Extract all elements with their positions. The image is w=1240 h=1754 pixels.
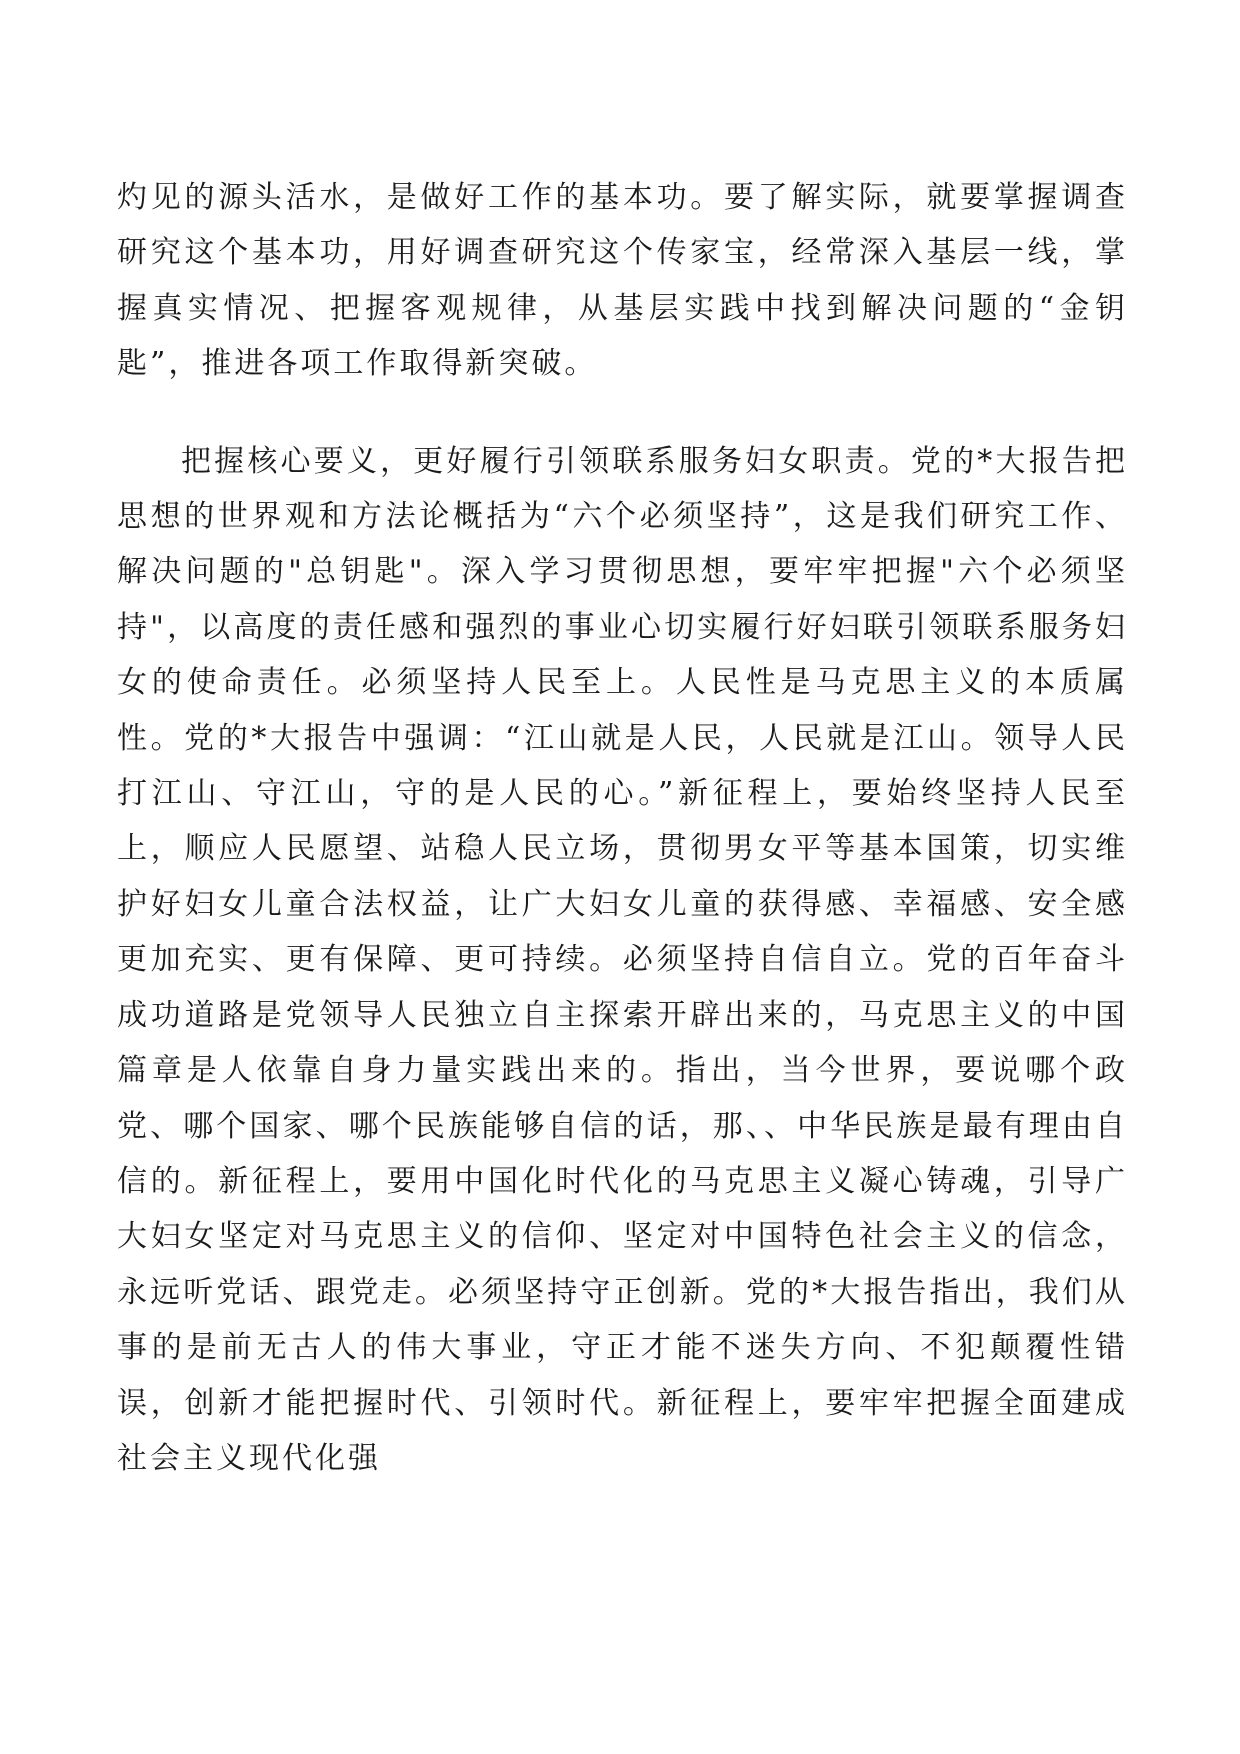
paragraph-continuation: 灼见的源头活水，是做好工作的基本功。要了解实际，就要掌握调查研究这个基本功，用好调查研究这个传家宝，经常深入基层一线，掌握真实情况、把握客观规律，从基层实践中找到解决问题的“金钥匙”，推进各项工作取得新突破。	[117, 180, 1128, 382]
document-body	[117, 170, 1128, 1486]
paragraph-core-essentials: 把握核心要义，更好履行引领联系服务妇女职责。党的*大报告把思想的世界观和方法论概括为“六个必须坚持”，这是我们研究工作、解决问题的"总钥匙"。深入学习贯彻思想，要牢牢把握"六个必须坚持"，以高度的责任感和强烈的事业心切实履行好妇联引领联系服务妇女的使命责任。必须坚持人民至上。人民性是马克思主义的本质属性。党的*大报告中强调：“江山就是人民，人民就是江山。领导人民打江山、守江山，守的是人民的心。”新征程上，要始终坚持人民至上，顺应人民愿望、站稳人民立场，贯彻男女平等基本国策，切实维护好妇女儿童合法权益，让广大妇女儿童的获得感、幸福感、安全感更加充实、更有保障、更可持续。必须坚持自信自立。党的百年奋斗成功道路是党领导人民独立自主探索开辟出来的，马克思主义的中国篇章是人依靠自身力量实践出来的。指出，当今世界，要说哪个政党、哪个国家、哪个民族能够自信的话，那、、中华民族是最有理由自信的。新征程上，要用中国化时代化的马克思主义凝心铸魂，引导广大妇女坚定对马克思主义的信仰、坚定对中国特色社会主义的信念，永远听党话、跟党走。必须坚持守正创新。党的*大报告指出，我们从事的是前无古人的伟大事业，守正才能不迷失方向、不犯颠覆性错误，创新才能把握时代、引领时代。新征程上，要牢牢把握全面建成社会主义现代化强	[117, 443, 1128, 1476]
